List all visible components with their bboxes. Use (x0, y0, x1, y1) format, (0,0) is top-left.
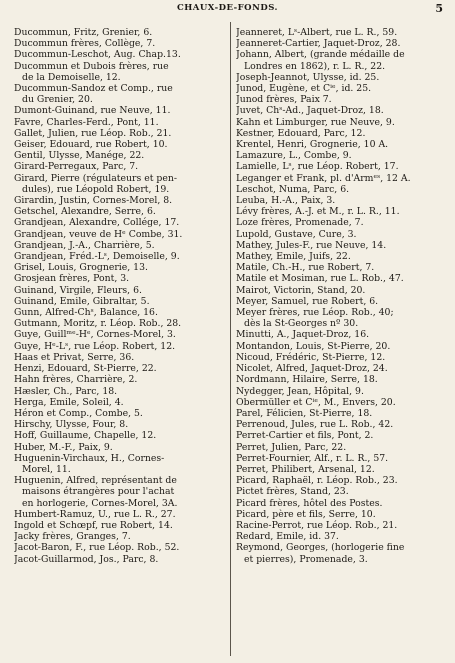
directory-entry: Ducommun-Sandoz et Comp., rue (14, 83, 173, 95)
directory-entry: Meyer frères, rue Léop. Rob., 40; (236, 307, 394, 319)
directory-entry: Henzi, Edouard, St-Pierre, 22. (14, 363, 157, 375)
directory-entry: Perrenoud, Jules, rue L. Rob., 42. (236, 419, 394, 431)
directory-entry: Favre, Charles-Ferd., Pont, 11. (14, 116, 159, 128)
directory-entry: Gutmann, Moritz, r. Léop. Rob., 28. (14, 318, 182, 330)
directory-entry: Junod frères, Paix 7. (236, 94, 332, 106)
directory-entry: Nicoud, Frédéric, St-Pierre, 12. (236, 351, 386, 363)
directory-entry: Jeanneret, Lˢ-Albert, rue L. R., 59. (236, 27, 398, 38)
directory-entry: Lamazure, L., Combe, 9. (236, 150, 352, 162)
directory-entry: Juvet, Chˢ-Ad., Jaquet-Droz, 18. (236, 105, 384, 117)
directory-entry: dès la St-Georges nº 30. (244, 318, 359, 330)
directory-entry: Matile, Ch.-H., rue Robert, 7. (236, 262, 375, 274)
directory-entry: Girardin, Justin, Cornes-Morel, 8. (14, 195, 173, 207)
directory-entry: Gentil, Ulysse, Manége, 22. (14, 150, 145, 162)
directory-entry: Perret-Cartier et fils, Pont, 2. (236, 430, 374, 442)
directory-entry: Grandjean, veuve de Hᵉ Combe, 31. (14, 228, 183, 240)
directory-entry: Picard, Raphaël, r. Léop. Rob., 23. (236, 475, 398, 487)
directory-entry: Héron et Comp., Combe, 5. (14, 407, 143, 419)
directory-entry: Lupold, Gustave, Cure, 3. (236, 228, 357, 240)
directory-entry: Guye, Guillᵐᵉ-Hᵉ, Cornes-Morel, 3. (14, 329, 176, 341)
directory-entry: Picard frères, hôtel des Postes. (236, 497, 383, 509)
directory-entry: Nicolet, Alfred, Jaquet-Droz, 24. (236, 363, 388, 375)
directory-entry: Getschel, Alexandre, Serre, 6. (14, 206, 156, 218)
directory-entry: Dumont-Guinand, rue Neuve, 11. (14, 105, 171, 117)
directory-entry: Mathey, Jules-F., rue Neuve, 14. (236, 239, 387, 251)
directory-entry: Lamielle, Lˢ, rue Léop. Robert, 17. (236, 161, 399, 173)
directory-entry: Grosjean frères, Pont, 3. (14, 273, 130, 285)
directory-entry: Herga, Emile, Soleil, 4. (14, 396, 124, 408)
directory-entry: Loze frères, Promenade, 7. (236, 217, 364, 229)
directory-entry: Gunn, Alfred-Chˢ, Balance, 16. (14, 307, 158, 319)
directory-entry: Krentel, Henri, Grognerie, 10 A. (236, 139, 389, 151)
directory-entry: Picard, père et fils, Serre, 10. (236, 508, 376, 520)
directory-entry: Obermüller et Cⁱᵉ, M., Envers, 20. (236, 396, 396, 408)
directory-entry: Perret, Philibert, Arsenal, 12. (236, 463, 375, 475)
directory-entry: Perret-Fournier, Alf., r. L. R., 57. (236, 452, 389, 464)
directory-entry: Montandon, Louis, St-Pierre, 20. (236, 340, 391, 352)
directory-entry: Racine-Perrot, rue Léop. Rob., 21. (236, 519, 398, 531)
directory-entry: Grisel, Louis, Grognerie, 13. (14, 262, 148, 274)
directory-entry: Guye, Hᵉ-Lˢ, rue Léop. Robert, 12. (14, 340, 176, 352)
directory-entry: Lévy frères, A.-J. et M., r. L. R., 11. (236, 206, 400, 218)
directory-entry: Hoff, Guillaume, Chapelle, 12. (14, 430, 157, 442)
directory-entry: Haas et Privat, Serre, 36. (14, 351, 135, 363)
directory-entry: Ducommun frères, Collège, 7. (14, 38, 156, 50)
directory-entry: Hæsler, Ch., Parc, 18. (14, 385, 118, 397)
directory-entry: Grandjean, Alexandre, Collége, 17. (14, 217, 180, 229)
directory-entry: Joseph-Jeannot, Ulysse, id. 25. (236, 71, 380, 83)
directory-entry: Guinand, Emile, Gibraltar, 5. (14, 295, 150, 307)
directory-entry: Ducommun-Leschot, Aug. Chap.13. (14, 49, 181, 61)
directory-entry: Ducommun, Fritz, Grenier, 6. (14, 27, 153, 38)
directory-entry: Reymond, Georges, (horlogerie fine (236, 542, 405, 554)
directory-entry: Leuba, H.-A., Paix, 3. (236, 195, 336, 207)
directory-entry: maisons étrangères pour l'achat (22, 486, 175, 498)
directory-entry: Jeanneret-Cartier, Jaquet-Droz, 28. (236, 38, 401, 50)
directory-entry: Matile et Mosiman, rue L. Rob., 47. (236, 273, 404, 285)
directory-entry: Ingold et Schœpf, rue Robert, 14. (14, 519, 173, 531)
directory-entry: Leganger et Frank, pl. d'Armᵉˢ, 12 A. (236, 172, 411, 184)
directory-entry: Redard, Emile, id. 37. (236, 531, 339, 543)
page-header (0, 3, 455, 17)
right-column (236, 27, 449, 565)
directory-entry: en horlogerie, Cornes-Morel, 3A. (22, 497, 178, 509)
running-title: CHAUX-DE-FONDS. (176, 3, 279, 13)
directory-entry: Huber, M.-F., Paix, 9. (14, 441, 113, 453)
directory-entry: Girard-Perregaux, Parc, 7. (14, 161, 139, 173)
directory-entry: Kahn et Limburger, rue Neuve, 9. (236, 116, 395, 128)
directory-entry: Hirschy, Ulysse, Four, 8. (14, 419, 129, 431)
directory-entry: Huguenin, Alfred, représentant de (14, 475, 177, 487)
directory-entry: Nydegger, Jean, Hôpital, 9. (236, 385, 364, 397)
directory-entry: Meyer, Samuel, rue Robert, 6. (236, 295, 379, 307)
directory-entry: Leschot, Numa, Parc, 6. (236, 183, 350, 195)
directory-entry: Kestner, Edouard, Parc, 12. (236, 127, 366, 139)
directory-entry: Guinand, Virgile, Fleurs, 6. (14, 284, 142, 296)
directory-entry: Pictet frères, Stand, 23. (236, 486, 349, 498)
directory-entry: Junod, Eugène, et Cⁱᵉ, id. 25. (236, 83, 372, 95)
directory-entry: Hahn frères, Charrière, 2. (14, 374, 138, 386)
directory-entry: Minutti, A., Jaquet-Droz, 16. (236, 329, 370, 341)
directory-entry: Perret, Julien, Parc, 22. (236, 441, 347, 453)
directory-entry: Nordmann, Hilaire, Serre, 18. (236, 374, 378, 386)
directory-entry: Johann, Albert, (grande médaille de (236, 49, 405, 61)
left-column (14, 27, 227, 565)
directory-entry: Girard, Pierre (régulateurs et pen- (14, 172, 177, 184)
directory-entry: Mairot, Victorin, Stand, 20. (236, 284, 366, 296)
directory-entry: Gallet, Julien, rue Léop. Rob., 21. (14, 127, 172, 139)
column-divider (230, 22, 231, 656)
directory-entry: et pierres), Promenade, 3. (244, 553, 368, 565)
directory-entry: de la Demoiselle, 12. (22, 71, 121, 83)
directory-entry: Jacot-Baron, F., rue Léop. Rob., 52. (14, 542, 180, 554)
directory-entry: Mathey, Emile, Juifs, 22. (236, 251, 351, 263)
directory-entry: Geiser, Edouard, rue Robert, 10. (14, 139, 168, 151)
directory-entry: Humbert-Ramuz, U., rue L. R., 27. (14, 508, 176, 520)
directory-entry: Parel, Félicien, St-Pierre, 18. (236, 407, 373, 419)
directory-entry: Grandjean, Fréd.-Lˢ, Demoiselle, 9. (14, 251, 180, 263)
directory-entry: Morel, 11. (22, 463, 71, 475)
directory-entry: Londres en 1862), r. L. R., 22. (244, 60, 386, 72)
directory-entry: Jacky frères, Granges, 7. (14, 531, 131, 543)
directory-entry: du Grenier, 20. (22, 94, 93, 106)
directory-entry: Ducommun et Dubois frères, rue (14, 60, 169, 72)
directory-entry: dules), rue Léopold Robert, 19. (22, 183, 170, 195)
page-number: 5 (435, 2, 443, 15)
directory-entry: Huguenin-Virchaux, H., Cornes- (14, 452, 165, 464)
directory-entry: Jacot-Guillarmod, Jos., Parc, 8. (14, 553, 159, 565)
directory-entry: Grandjean, J.-A., Charrière, 5. (14, 239, 155, 251)
